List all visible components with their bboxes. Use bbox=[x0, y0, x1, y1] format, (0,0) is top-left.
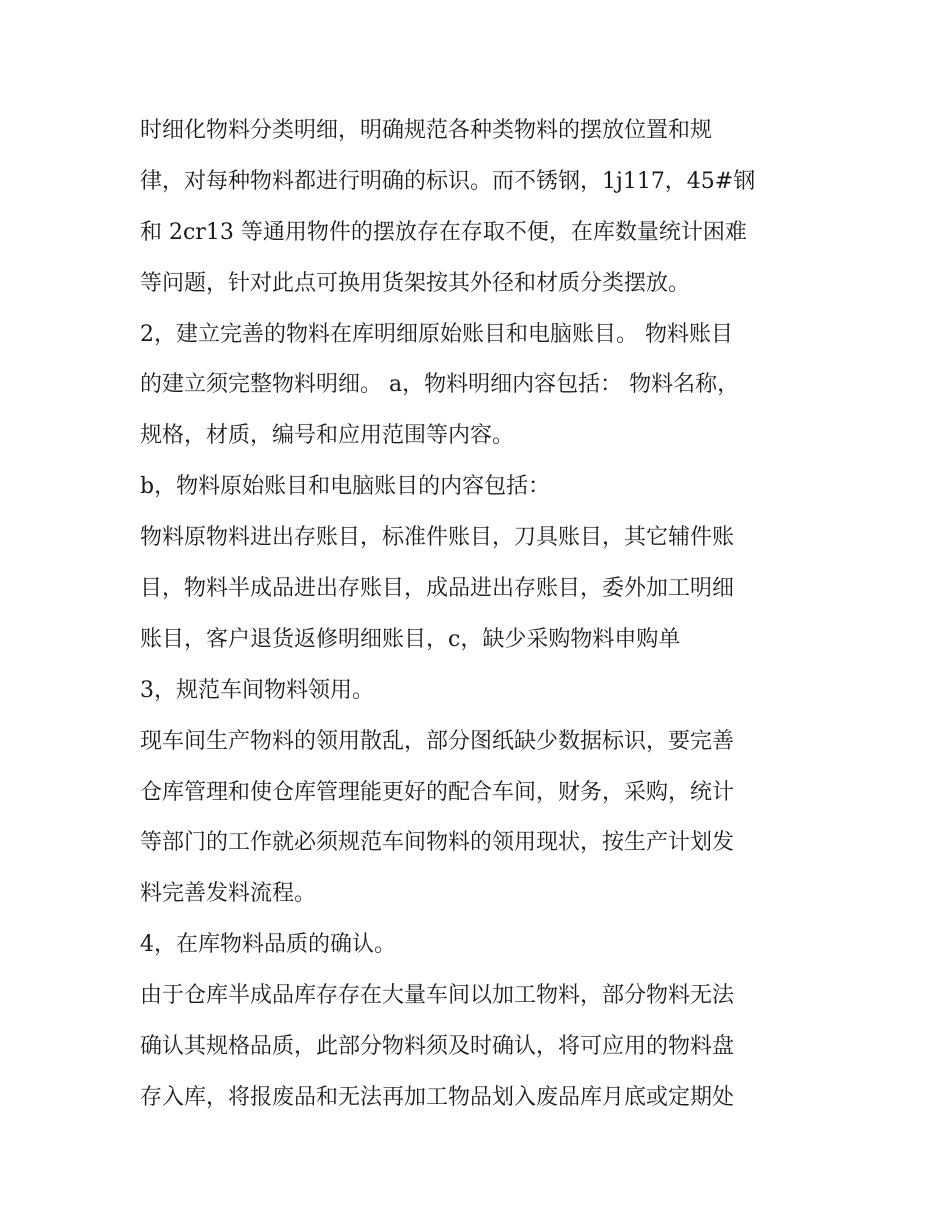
text-line: 规格，材质，编号和应用范围等内容。 bbox=[140, 423, 515, 449]
text-line: 律，对每种物料都进行明确的标识。而不锈钢，1j117，45#钢 bbox=[140, 168, 756, 194]
text-line: 目，物料半成品进出存账目，成品进出存账目，委外加工明细 bbox=[140, 576, 735, 602]
text-line: 物料原物料进出存账目，标准件账目，刀具账目，其它辅件账 bbox=[140, 525, 735, 551]
document-body bbox=[140, 106, 820, 1124]
text-line: 确认其规格品质，此部分物料须及时确认，将可应用的物料盘 bbox=[140, 1034, 735, 1060]
text-line: 存入库，将报废品和无法再加工物品划入废品库月底或定期处 bbox=[140, 1084, 735, 1110]
text-line: 等部门的工作就必须规范车间物料的领用现状，按生产计划发 bbox=[140, 830, 735, 856]
text-line: 现车间生产物料的领用散乱，部分图纸缺少数据标识，要完善 bbox=[140, 728, 735, 754]
text-line: 的建立须完整物料明细。 a，物料明细内容包括： 物料名称， bbox=[140, 372, 740, 398]
text-line: 仓库管理和使仓库管理能更好的配合车间，财务，采购，统计 bbox=[140, 779, 735, 805]
text-line: 2，建立完善的物料在库明细原始账目和电脑账目。 物料账目 bbox=[140, 321, 733, 347]
text-line: 时细化物料分类明细，明确规范各种类物料的摆放位置和规 bbox=[140, 118, 713, 143]
text-line: 4，在库物料品质的确认。 bbox=[140, 932, 396, 958]
text-line: 和 2cr13 等通用物件的摆放存在存取不便，在库数量统计困难 bbox=[140, 219, 747, 245]
text-line: 账目，客户退货返修明细账目，c，缺少采购物料申购单 bbox=[140, 626, 681, 652]
text-line: 由于仓库半成品库存存在大量车间以加工物料，部分物料无法 bbox=[140, 983, 735, 1009]
text-line: 等问题，针对此点可换用货架按其外径和材质分类摆放。 bbox=[140, 270, 691, 296]
text-line: 料完善发料流程。 bbox=[140, 881, 317, 907]
text-line: b，物料原始账目和电脑账目的内容包括： bbox=[140, 474, 551, 500]
text-line: 3，规范车间物料领用。 bbox=[140, 677, 374, 703]
